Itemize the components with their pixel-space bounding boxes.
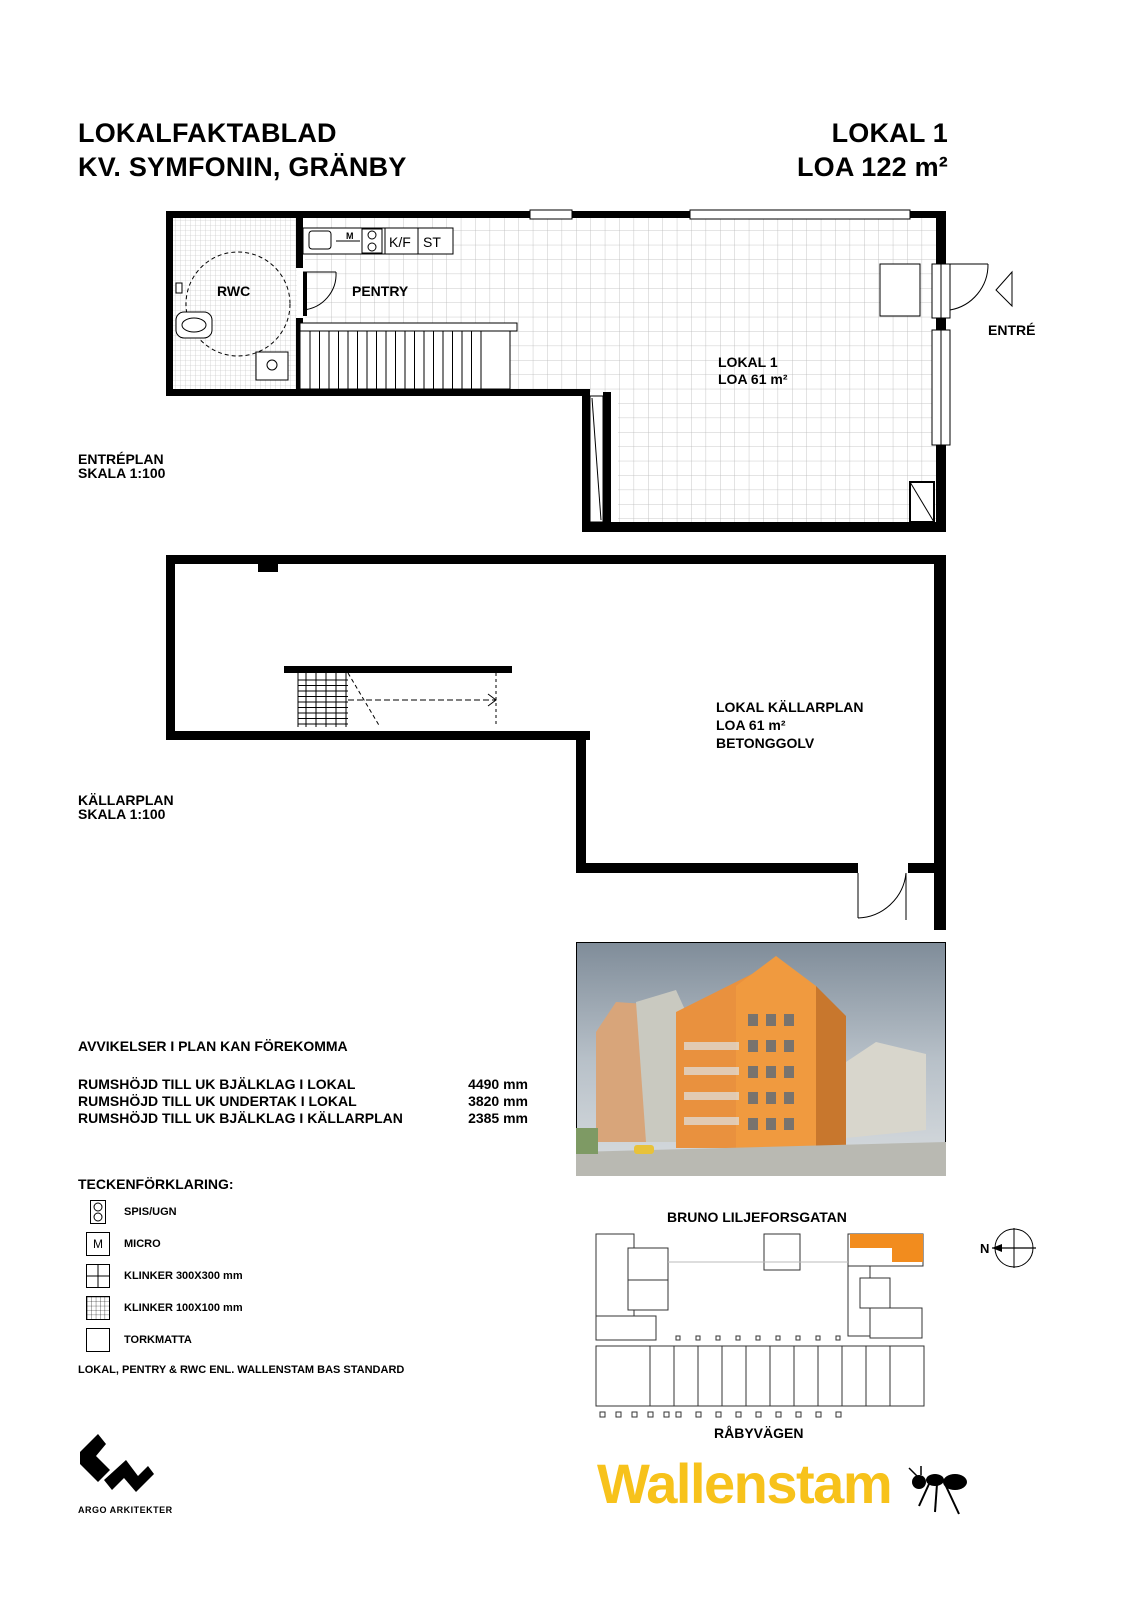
tile-100-symbol-icon	[86, 1296, 110, 1320]
site-marker	[836, 1412, 841, 1417]
lokal-area-label: LOA 61 m²	[718, 371, 788, 387]
site-marker	[816, 1336, 820, 1340]
pentry-label: PENTRY	[352, 283, 409, 299]
site-marker	[648, 1412, 653, 1417]
site-buildings	[596, 1234, 924, 1406]
kallar-room-line-1: LOKAL KÄLLARPLAN	[716, 699, 864, 715]
legend-item	[86, 1328, 192, 1352]
entrance-label: ENTRÉ	[988, 322, 1036, 338]
site-marker	[716, 1412, 721, 1417]
site-marker	[776, 1412, 781, 1417]
site-marker	[696, 1412, 701, 1417]
kallar-plan-caption	[78, 793, 174, 821]
entrance-door	[932, 264, 1012, 445]
building-rendering	[576, 942, 946, 1176]
basement-stairs	[298, 673, 496, 727]
kf-label: K/F	[389, 234, 411, 250]
legend-item	[86, 1200, 177, 1224]
site-marker	[600, 1412, 605, 1417]
stairs	[300, 323, 517, 389]
entrance-mat	[880, 264, 920, 316]
st-label: ST	[423, 234, 441, 250]
legend-label: KLINKER 100X100 mm	[124, 1301, 243, 1314]
site-marker	[816, 1412, 821, 1417]
rwc-label: RWC	[217, 283, 251, 299]
north-mark: N	[980, 1241, 990, 1256]
site-marker	[676, 1336, 680, 1340]
site-marker	[776, 1336, 780, 1340]
basement-door	[858, 873, 906, 920]
kallar-room-line-3: BETONGGOLV	[716, 735, 815, 751]
lokal-floor-tiles-lower	[618, 392, 937, 522]
site-marker	[696, 1336, 700, 1340]
title-line-2: KV. SYMFONIN, GRÄNBY	[78, 152, 407, 182]
site-marker	[756, 1412, 761, 1417]
kallar-floor-plan	[0, 540, 1140, 940]
pentry-counter	[303, 228, 453, 254]
legend-item	[86, 1264, 243, 1288]
site-marker	[736, 1412, 741, 1417]
lokal-name-label: LOKAL 1	[718, 354, 778, 370]
site-marker	[632, 1412, 637, 1417]
standard-note: LOKAL, PENTRY & RWC ENL. WALLENSTAM BAS STANDARD	[78, 1364, 405, 1376]
site-marker	[676, 1412, 681, 1417]
site-marker	[836, 1336, 840, 1340]
legend-label: KLINKER 300X300 mm	[124, 1269, 243, 1282]
stove-symbol-icon	[90, 1200, 106, 1224]
height-row	[78, 1076, 528, 1093]
height-row	[78, 1093, 528, 1110]
unit-name: LOKAL 1	[831, 118, 948, 148]
street-bottom-label: RÅBYVÄGEN	[714, 1425, 804, 1441]
legend-item	[86, 1232, 161, 1256]
site-marker	[716, 1336, 720, 1340]
height-value: 2385 mm	[468, 1110, 528, 1126]
height-value: 3820 mm	[468, 1093, 528, 1109]
argo-logo-icon	[76, 1430, 162, 1508]
title-line-1: LOKALFAKTABLAD	[78, 118, 337, 148]
height-row	[78, 1110, 528, 1127]
entre-floor-plan	[0, 0, 1140, 560]
site-marker	[796, 1412, 801, 1417]
height-label: RUMSHÖJD TILL UK BJÄLKLAG I KÄLLARPLAN	[78, 1110, 403, 1126]
basement-walls	[166, 555, 946, 930]
entre-plan-caption	[78, 452, 165, 480]
micro-mark: M	[346, 231, 354, 241]
street-top-label: BRUNO LILJEFORSGATAN	[667, 1209, 847, 1225]
wallenstam-logo: Wallenstam	[597, 1452, 892, 1515]
legend-title: TECKENFÖRKLARING:	[78, 1176, 234, 1192]
architect-name: ARGO ARKITEKTER	[78, 1505, 173, 1515]
site-plan	[590, 1226, 940, 1422]
deviations-note: AVVIKELSER I PLAN KAN FÖREKOMMA	[78, 1038, 348, 1054]
ant-logo-icon	[905, 1466, 975, 1520]
site-marker	[616, 1412, 621, 1417]
height-label: RUMSHÖJD TILL UK BJÄLKLAG I LOKAL	[78, 1076, 356, 1092]
mat-symbol-icon	[86, 1328, 110, 1352]
kallar-room-line-2: LOA 61 m²	[716, 717, 786, 733]
room-heights	[78, 1076, 528, 1127]
legend-list	[86, 1200, 486, 1360]
site-marker	[664, 1412, 669, 1417]
site-marker	[756, 1336, 760, 1340]
kallar-plan-scale: SKALA 1:100	[78, 806, 166, 822]
micro-symbol-icon: M	[86, 1232, 110, 1256]
site-marker	[736, 1336, 740, 1340]
kallar-plan-label: KÄLLARPLAN	[78, 792, 174, 808]
north-arrow	[978, 1226, 1038, 1272]
height-label: RUMSHÖJD TILL UK UNDERTAK I LOKAL	[78, 1093, 357, 1109]
legend-label: SPIS/UGN	[124, 1205, 177, 1218]
legend-label: MICRO	[124, 1237, 161, 1250]
entre-plan-label: ENTRÉPLAN	[78, 451, 164, 467]
legend-label: TORKMATTA	[124, 1333, 192, 1346]
height-value: 4490 mm	[468, 1076, 528, 1092]
entre-plan-scale: SKALA 1:100	[78, 465, 166, 481]
legend-item	[86, 1296, 243, 1320]
tile-300-symbol-icon	[86, 1264, 110, 1288]
site-marker	[796, 1336, 800, 1340]
unit-area: LOA 122 m²	[796, 152, 948, 182]
